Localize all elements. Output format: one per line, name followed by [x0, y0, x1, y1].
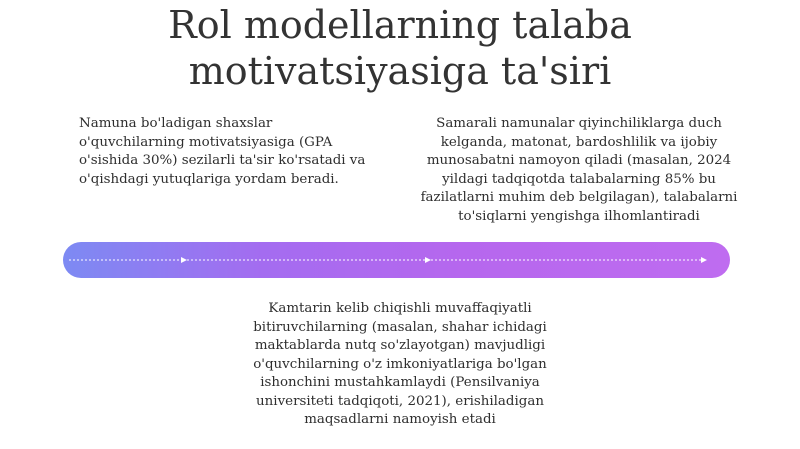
arrow-head-3-icon	[701, 257, 707, 263]
point-text-top-left: Namuna bo'ladigan shaxslar o'quvchilarning motivatsiyasiga (GPA o'sishida 30%) sezilarli ta'sir ko'rsatadi va o'qishdagi yutuqlariga yordam beradi.	[79, 116, 366, 187]
point-text-top-right: Samarali namunalar qiyinchiliklarga duch kelganda, matonat, bardoshlilik va ijobiy munosabatni namoyon qiladi (masalan, 2024 yildagi tadqiqotda talabalarning 85% bu fazilatlarni muhim deb belgilagan), talabalarni to'siqlarni yengishga ilhomlantiradi	[420, 116, 738, 224]
point-text-bottom-center: Kamtarin kelib chiqishli muvaffaqiyatli bitiruvchilarning (masalan, shahar ichidagi maktablarda nutq so'zlayotgan) mavjudligi o'quvchilarning o'z imkoniyatlariga bo'lgan ishonchini mustahkamlaydi (Pensilvaniya universiteti tadqiqoti, 2021), erishiladigan maqsadlarni namoyish etadi	[253, 301, 547, 427]
arrow-head-2-icon	[425, 257, 431, 263]
arrow-head-1-icon	[181, 257, 187, 263]
title-line-2: motivatsiyasiga ta'siri	[188, 49, 612, 93]
timeline-arrows	[63, 242, 730, 278]
timeline-bar	[63, 242, 730, 278]
title-line-1: Rol modellarning talaba	[168, 3, 632, 47]
diagram-title	[0, 2, 800, 94]
